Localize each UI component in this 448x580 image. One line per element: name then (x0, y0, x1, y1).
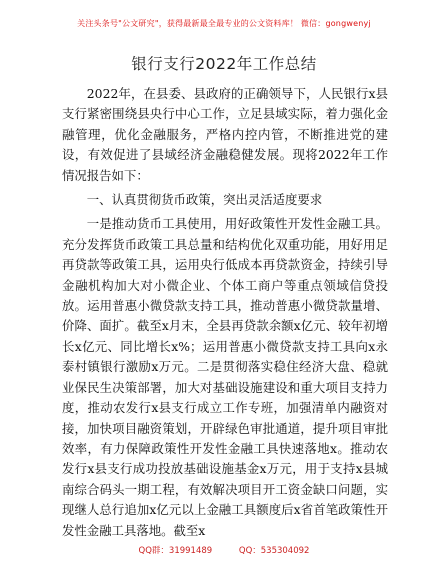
footer-qq-group: QQ群：31991489 (138, 546, 213, 556)
paragraph-detail: 一是推动货币工具使用，用好政策性开发性金融工具。充分发挥货币政策工具总量和结构优化双重功能，用好用足再贷款等政策工具，运用央行低成本再贷款资金，持续引导金融机构加大对小微企业、个体工商户等重点领域信贷投放。运用普惠小微贷款支持工具，推动普惠小微贷款量增、价降、面扩。截至x月末，全县再贷款余额x亿元、较年初增长x亿元、同比增长x%；运用普惠小微贷款支持工具向x永泰村镇银行激励x万元。二是贯彻落实稳住经济大盘、稳就业保民生决策部署，加大对基础设施建设和重大项目支持力度，推动农发行x县支行成立工作专班，加强清单内融资对接，加快项目融资策划，开辟绿色审批通道，提升项目审批效率，有力保障政策性开发性金融工具快速落地x。推动农发行x县支行成功投放基础设施基金x万元，用于支持x县城南综合码头一期工程，有效解决项目开工资金缺口问题，实现继人总行追加x亿元以上金融工具额度后x省首笔政策性开发性金融工具落地。截至x (62, 216, 388, 538)
section-heading: 一、认真贯彻货币政策，突出灵活适度要求 (86, 192, 323, 208)
header-banner: 关注头条号"公文研究"，获得最新最全最专业的公文资料库！ 微信：gongwenyj (77, 19, 371, 28)
document-title: 银行支行2022年工作总结 (131, 55, 317, 73)
footer-qq: QQ：535304092 (238, 546, 310, 556)
paragraph-intro: 2022年，在县委、县政府的正确领导下，人民银行x县支行紧密围绕县央行中心工作，立足县域实际，着力强化金融管理，优化金融服务，严格内控内管，不断推进党的建设，有效促进了县域经济金融稳健发展。现将2022年工作情况报告如下： (62, 86, 388, 183)
footer (0, 544, 448, 556)
document-body (62, 84, 388, 541)
